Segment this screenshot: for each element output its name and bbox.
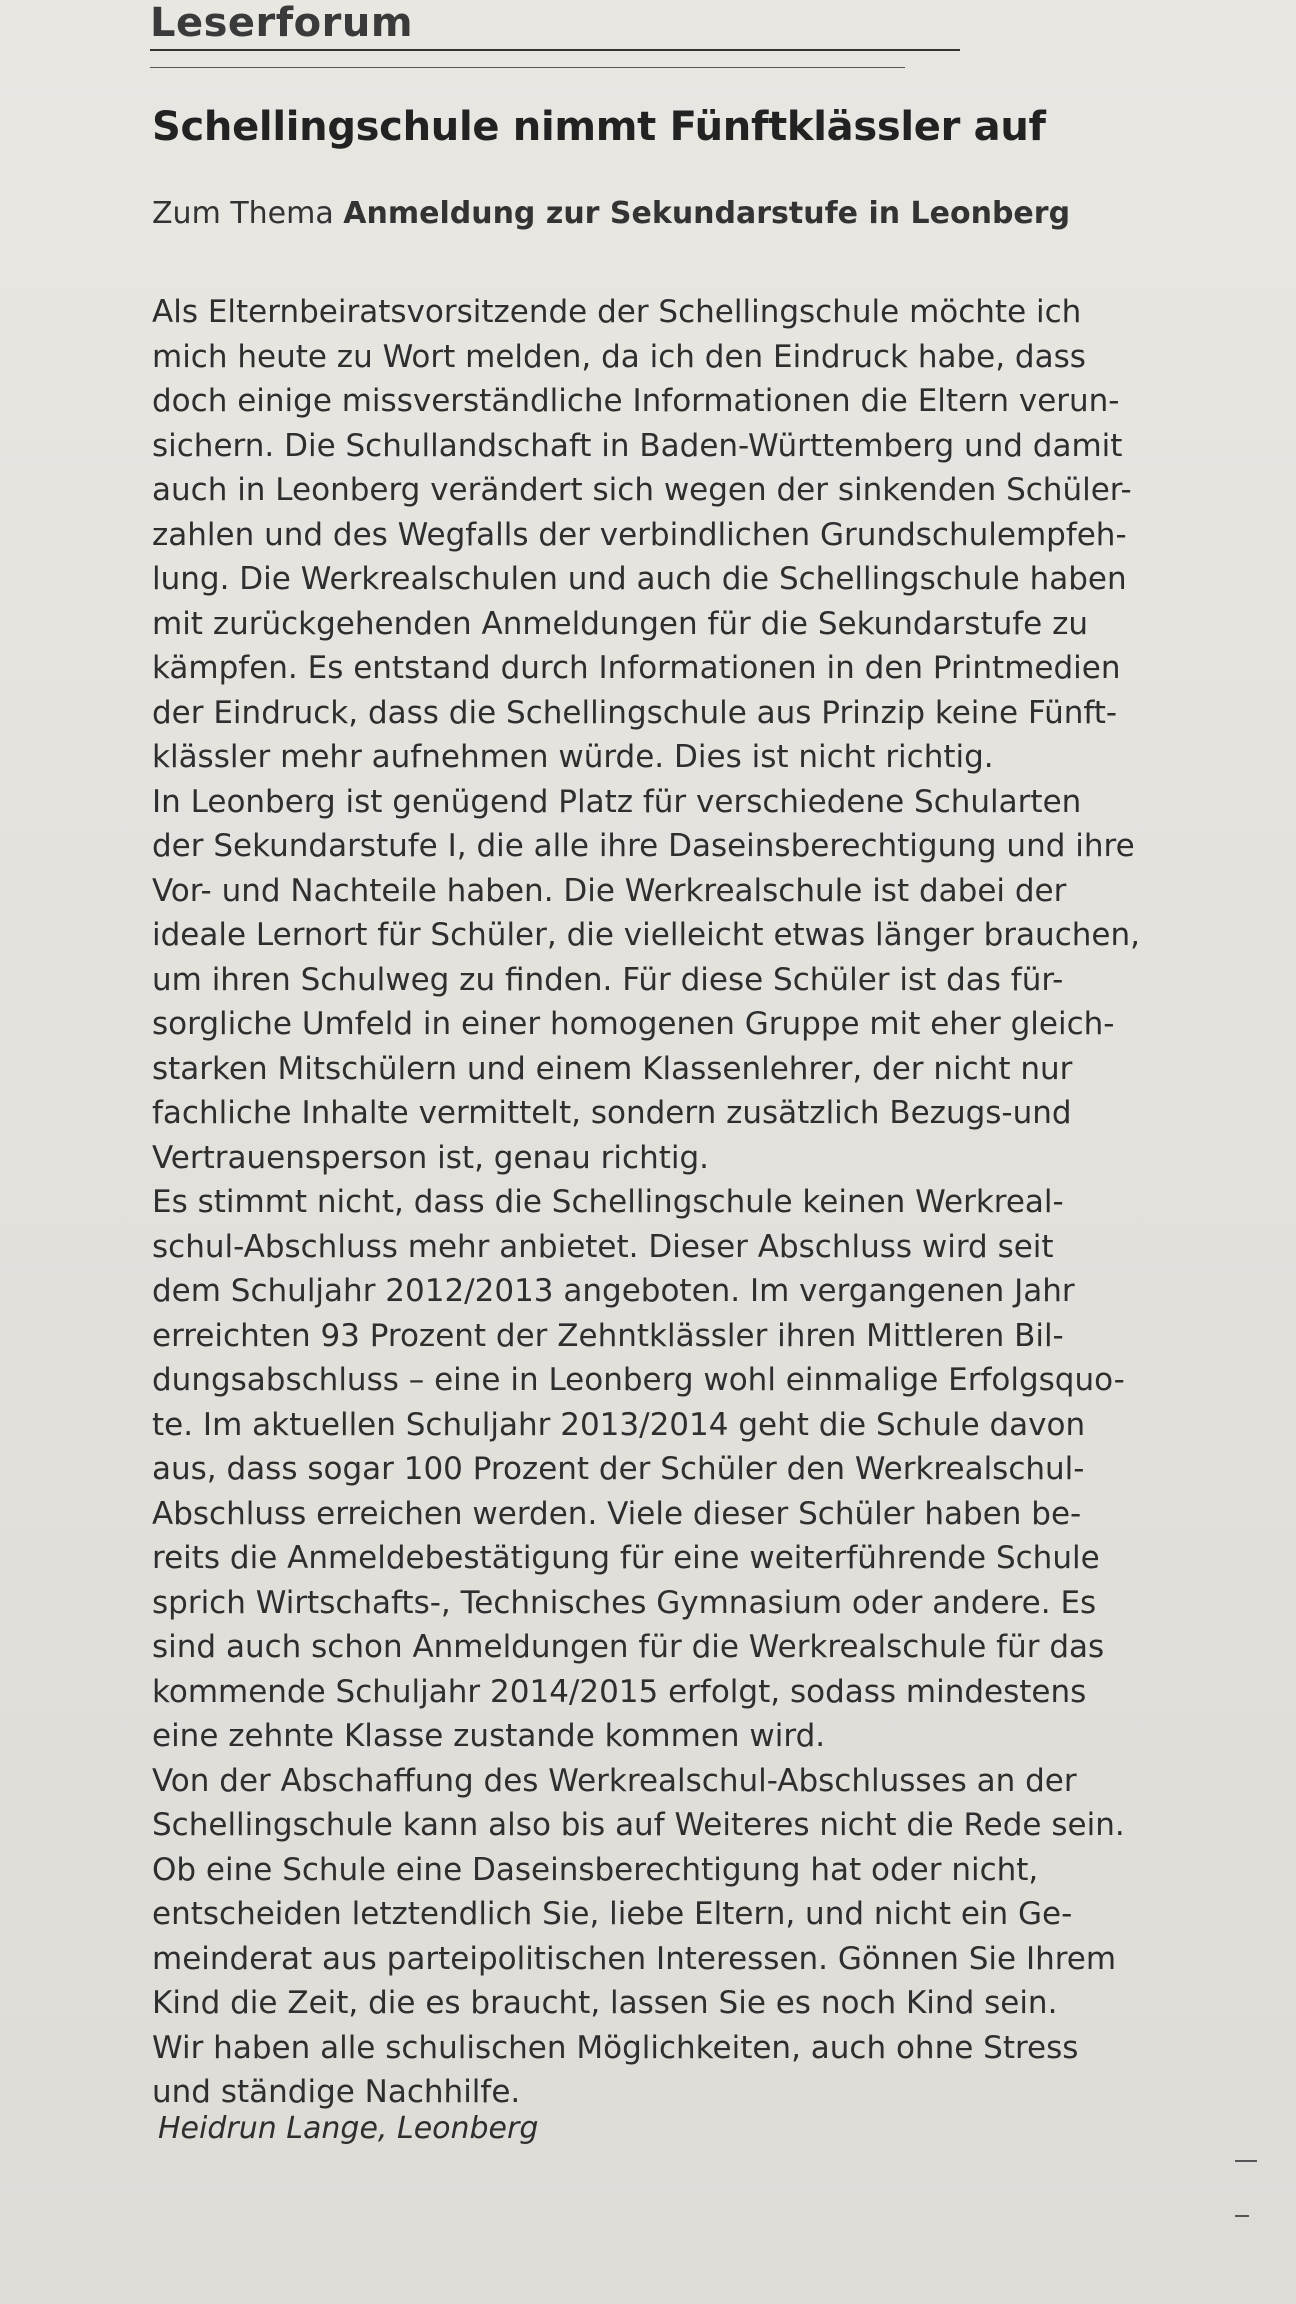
body-line: um ihren Schulweg zu finden. Für diese Schüler ist das für- (152, 961, 1064, 998)
body-line: entscheiden letztendlich Sie, liebe Eltern, und nicht ein Ge- (152, 1896, 1073, 1932)
body-line: sichern. Die Schullandschaft in Baden-Württemberg und damit (152, 427, 1123, 464)
article-author: Heidrun Lange, Leonberg (158, 2111, 539, 2146)
body-line: eine zehnte Klasse zustande kommen wird. (152, 1718, 826, 1754)
body-line: mich heute zu Wort melden, da ich den Eindruck habe, dass (152, 338, 1086, 375)
body-line: Wir haben alle schulischen Möglichkeiten, auch ohne Stress (152, 2029, 1079, 2066)
section-label: Leserforum (150, 0, 414, 46)
body-line: Als Elternbeiratsvorsitzende der Schellingschule möchte ich (152, 294, 1082, 330)
subheading-topic: Anmeldung zur Sekundarstufe in Leonberg (343, 196, 1071, 231)
body-line: klässler mehr aufnehmen würde. Dies ist nicht richtig. (152, 739, 994, 775)
body-line: sprich Wirtschafts-, Technisches Gymnasium oder andere. Es (152, 1584, 1097, 1621)
body-line: sind auch schon Anmeldungen für die Werkrealschule für das (152, 1629, 1105, 1665)
section-rule-bottom (150, 67, 905, 68)
body-line: der Sekundarstufe I, die alle ihre Daseinsberechtigung und ihre (152, 828, 1135, 864)
body-line: Kind die Zeit, die es braucht, lassen Sie es noch Kind sein. (152, 1985, 1058, 2021)
body-line: lung. Die Werkrealschulen und auch die Schellingschule haben (152, 561, 1127, 597)
body-line: zahlen und des Wegfalls der verbindlichen Grundschulempfeh- (152, 516, 1127, 553)
body-line: auch in Leonberg verändert sich wegen der sinkenden Schüler- (152, 472, 1132, 508)
body-line: Schellingschule kann also bis auf Weiteres nicht die Rede sein. (152, 1807, 1125, 1843)
body-line: aus, dass sogar 100 Prozent der Schüler den Werkrealschul- (152, 1451, 1085, 1487)
body-line: In Leonberg ist genügend Platz für verschiedene Schularten (152, 783, 1082, 820)
section-rule-top (150, 49, 960, 51)
body-line: meinderat aus parteipolitischen Interessen. Gönnen Sie Ihrem (152, 1940, 1117, 1977)
body-line: dungsabschluss – eine in Leonberg wohl einmalige Erfolgsquo- (152, 1362, 1125, 1398)
body-line: doch einige missverständliche Informationen die Eltern verun- (152, 383, 1120, 419)
body-line: reits die Anmeldebestätigung für eine weiterführende Schule (152, 1540, 1100, 1576)
body-line: Vertrauensperson ist, genau richtig. (152, 1139, 710, 1176)
body-line: schul-Abschluss mehr anbietet. Dieser Abschluss wird seit (152, 1228, 1054, 1265)
body-line: te. Im aktuellen Schuljahr 2013/2014 geht die Schule davon (152, 1406, 1086, 1443)
body-line: erreichten 93 Prozent der Zehntklässler ihren Mittleren Bil- (152, 1317, 1064, 1354)
body-line: fachliche Inhalte vermittelt, sondern zusätzlich Bezugs-und (152, 1095, 1072, 1131)
body-line: der Eindruck, dass die Schellingschule aus Prinzip keine Fünft- (152, 694, 1118, 731)
article-subheading (152, 196, 1152, 231)
subheading-prefix: Zum Thema (152, 196, 334, 231)
body-line: sorgliche Umfeld in einer homogenen Gruppe mit eher gleich- (152, 1006, 1115, 1042)
body-line: Von der Abschaffung des Werkrealschul-Abschlusses an der (152, 1762, 1077, 1799)
article-headline: Schellingschule nimmt Fünftklässler auf (152, 104, 1046, 150)
body-line: Abschluss erreichen werden. Viele dieser Schüler haben be- (152, 1495, 1082, 1532)
body-line: mit zurückgehenden Anmeldungen für die Sekundarstufe zu (152, 605, 1089, 642)
article-body (152, 290, 1142, 2115)
body-line: kämpfen. Es entstand durch Informationen in den Printmedien (152, 650, 1121, 686)
body-line: ideale Lernort für Schüler, die vielleicht etwas länger brauchen, (152, 917, 1140, 953)
margin-mark (1235, 2215, 1249, 2217)
body-line: dem Schuljahr 2012/2013 angeboten. Im vergangenen Jahr (152, 1273, 1075, 1309)
body-line: kommende Schuljahr 2014/2015 erfolgt, sodass mindestens (152, 1673, 1087, 1710)
body-line: Vor- und Nachteile haben. Die Werkrealschule ist dabei der (152, 872, 1067, 909)
margin-mark (1235, 2160, 1257, 2162)
body-line: Ob eine Schule eine Daseinsberechtigung hat oder nicht, (152, 1851, 1039, 1888)
body-line: und ständige Nachhilfe. (152, 2074, 521, 2110)
body-line: starken Mitschülern und einem Klassenlehrer, der nicht nur (152, 1050, 1073, 1087)
body-line: Es stimmt nicht, dass die Schellingschule keinen Werkreal- (152, 1184, 1064, 1220)
